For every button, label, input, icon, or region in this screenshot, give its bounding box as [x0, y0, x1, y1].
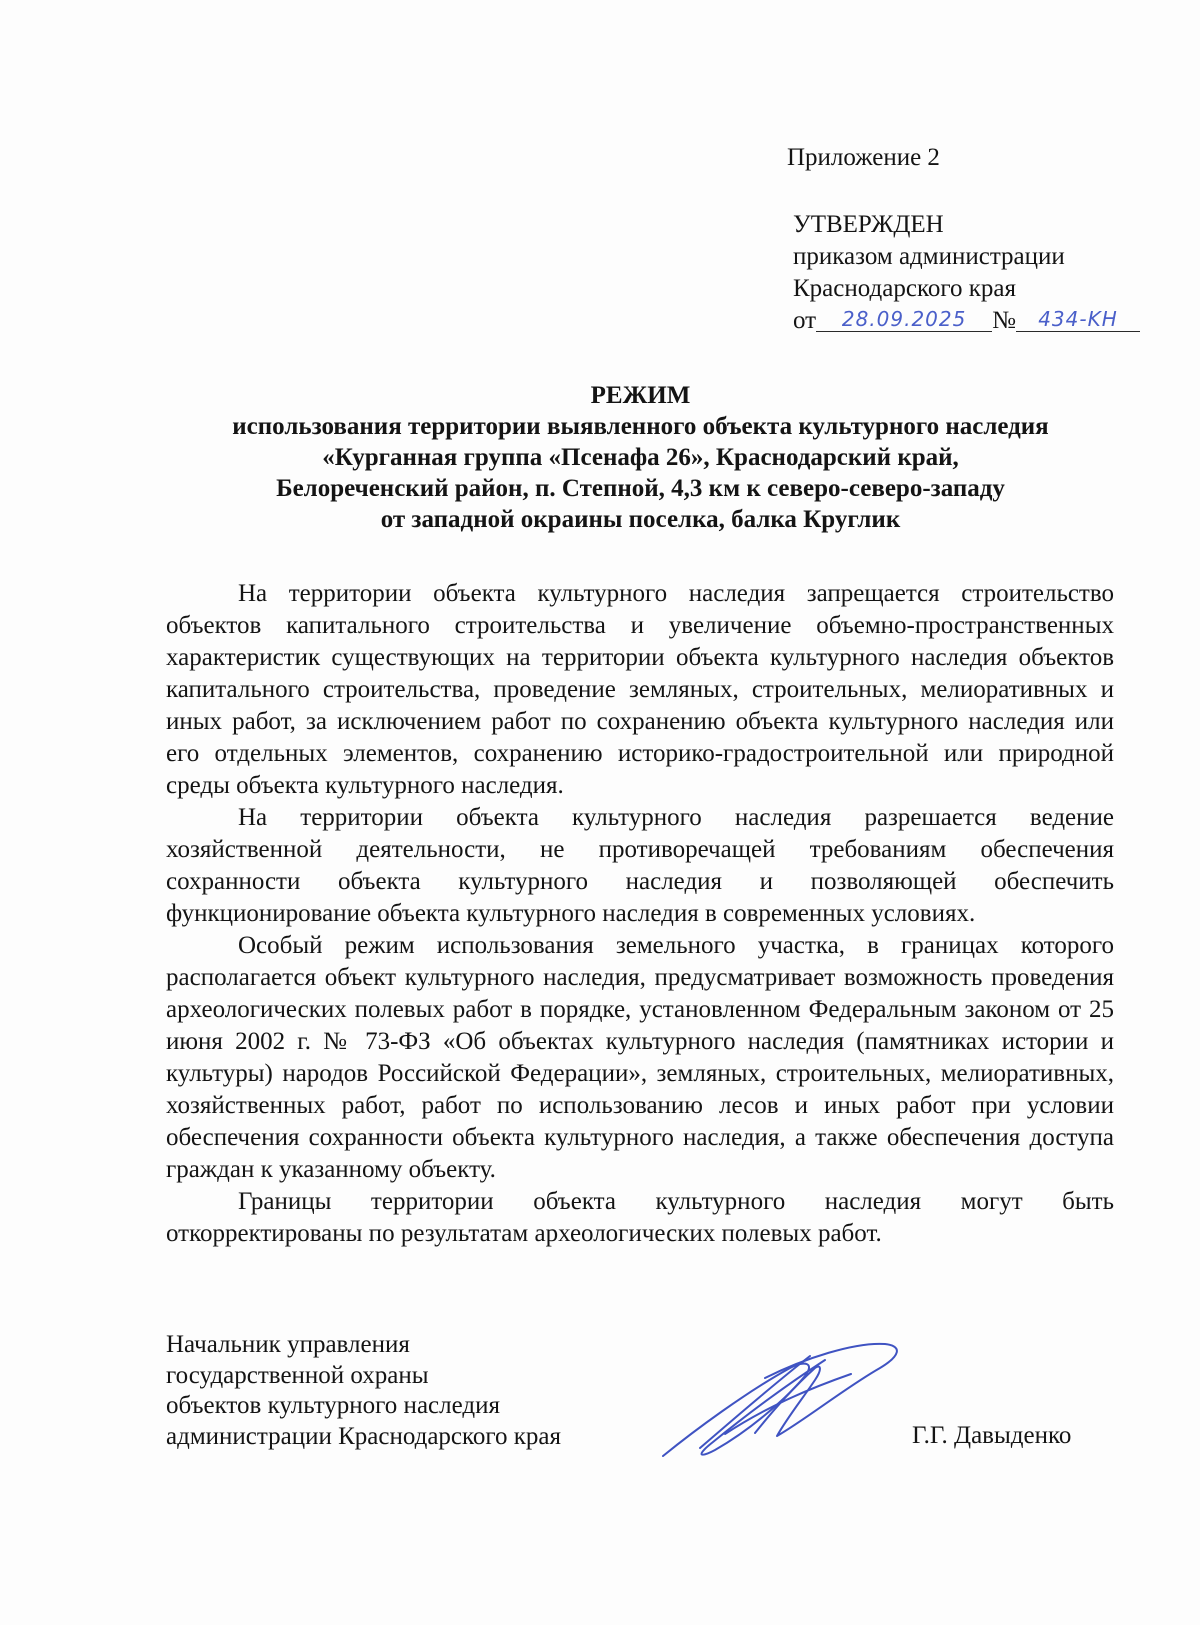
paragraph-boundaries: Границы территории объекта культурного наследия могут быть откорректированы по результатам археологических полевых работ.: [166, 1188, 1114, 1247]
approval-line-2: Краснодарского края: [793, 275, 1016, 302]
title-line-4: от западной окраины поселка, балка Круглик: [380, 506, 901, 533]
signatory-name: Г.Г. Давыденко: [912, 1422, 1072, 1449]
document-title: [120, 380, 1161, 535]
document-body: [166, 578, 1114, 1250]
signatory-line-1: Начальник управления: [166, 1331, 410, 1358]
title-line-1: использования территории выявленного объекта культурного наследия: [232, 413, 1049, 440]
approval-date-row: [793, 305, 1140, 337]
appendix-label: Приложение 2: [787, 144, 940, 171]
paragraph-special-regime: Особый режим использования земельного участка, в границах которого располагается объект культурного наследия, предусматривает возможность проведения археологических полевых работ в порядке, установленном Федеральным законом от 25 июня 2002 г. № 73-ФЗ «Об объектах культурного наследия (памятниках истории и культуры) народов Российской Федерации», земляных, строительных, мелиоративных, хозяйственных работ, работ по использованию лесов и иных работ при условии обеспечения сохранности объекта культурного наследия, а также обеспечения доступа граждан к указанному объекту.: [166, 932, 1114, 1183]
approval-line-1: приказом администрации: [793, 243, 1065, 270]
title-line-3: Белореченский район, п. Степной, 4,3 км к северо-северо-западу: [276, 475, 1005, 502]
paragraph-permissions: На территории объекта культурного наследия разрешается ведение хозяйственной деятельности, не противоречащей требованиям обеспечения сохранности объекта культурного наследия и позволяющей обеспечить функционирование объекта культурного наследия в современных условиях.: [166, 804, 1114, 927]
paragraph-prohibitions: На территории объекта культурного наследия запрещается строительство объектов капитального строительства и увеличение объемно-пространственных характеристик существующих на территории объекта культурного наследия объектов капитального строительства, проведение земляных, строительных, мелиоративных и иных работ, за исключением работ по сохранению объекта культурного наследия или его отдельных элементов, сохранению историко-градостроительной или природной среды объекта культурного наследия.: [166, 580, 1114, 799]
approval-stamp-block: [793, 209, 1140, 337]
handwritten-number: 434-KH: [1016, 307, 1140, 332]
signatory-position: [166, 1330, 561, 1452]
title-line-2: «Курганная группа «Псенафа 26», Краснодарский край,: [322, 444, 959, 471]
signatory-line-3: объектов культурного наследия: [166, 1392, 500, 1419]
handwritten-signature: [655, 1338, 905, 1468]
number-sign: №: [992, 307, 1016, 334]
date-prefix: от: [793, 307, 817, 334]
approval-heading: УТВЕРЖДЕН: [793, 211, 944, 238]
signatory-line-4: администрации Краснодарского края: [166, 1422, 562, 1450]
handwritten-date: 28.09.2025: [816, 307, 992, 332]
signatory-line-2: государственной охраны: [166, 1361, 429, 1389]
title-main: РЕЖИМ: [590, 382, 691, 409]
